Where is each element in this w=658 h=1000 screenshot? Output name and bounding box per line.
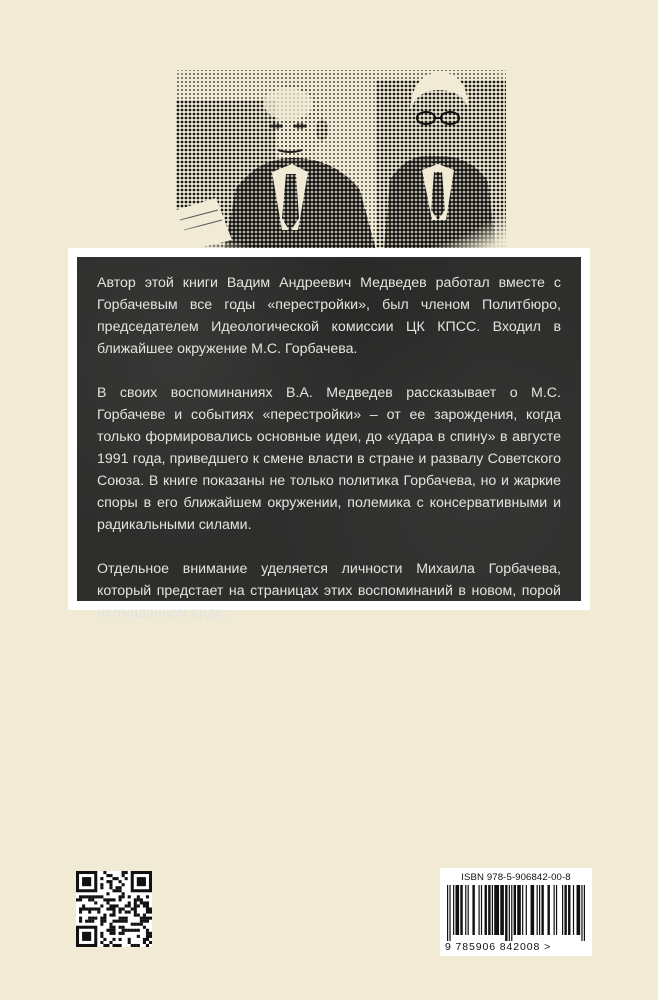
description-paragraph-3: Отдельное внимание уделяется личности Михаила Горбачева, который предстает на страницах этих воспоминаний в новом, порой неожиданном виде. [97, 561, 561, 621]
cover-photo [176, 60, 506, 250]
barcode-digits: 9 785906 842008 > [445, 941, 552, 953]
description-paragraph-2: В своих воспоминаниях В.А. Медведев рассказывает о М.С. Горбачеве и событиях «перестройки» – от ее зарождения, когда только формировались основные идеи, до «удара в спину» в августе 1991 года, приведшего к смене власти в стране и развалу Советского Союза. В книге показаны не только политика Горбачева, но и жаркие споры в его ближайшем окружении, полемика с консервативными и радикальными силами. [97, 385, 561, 533]
barcode-bars [445, 885, 587, 941]
isbn-barcode [440, 868, 592, 956]
qr-code [76, 871, 152, 947]
isbn-label: ISBN 978-5-906842-00-8 [461, 872, 571, 883]
description-panel-inner [77, 257, 581, 621]
description-panel [68, 248, 590, 621]
description-paragraph-1: Автор этой книги Вадим Андреевич Медведев работал вместе с Горбачевым все годы «перестройки», был членом Политбюро, председателем Идеологической комиссии ЦК КПСС. Входил в ближайшее окружение М.С. Горбачева. [97, 275, 561, 357]
